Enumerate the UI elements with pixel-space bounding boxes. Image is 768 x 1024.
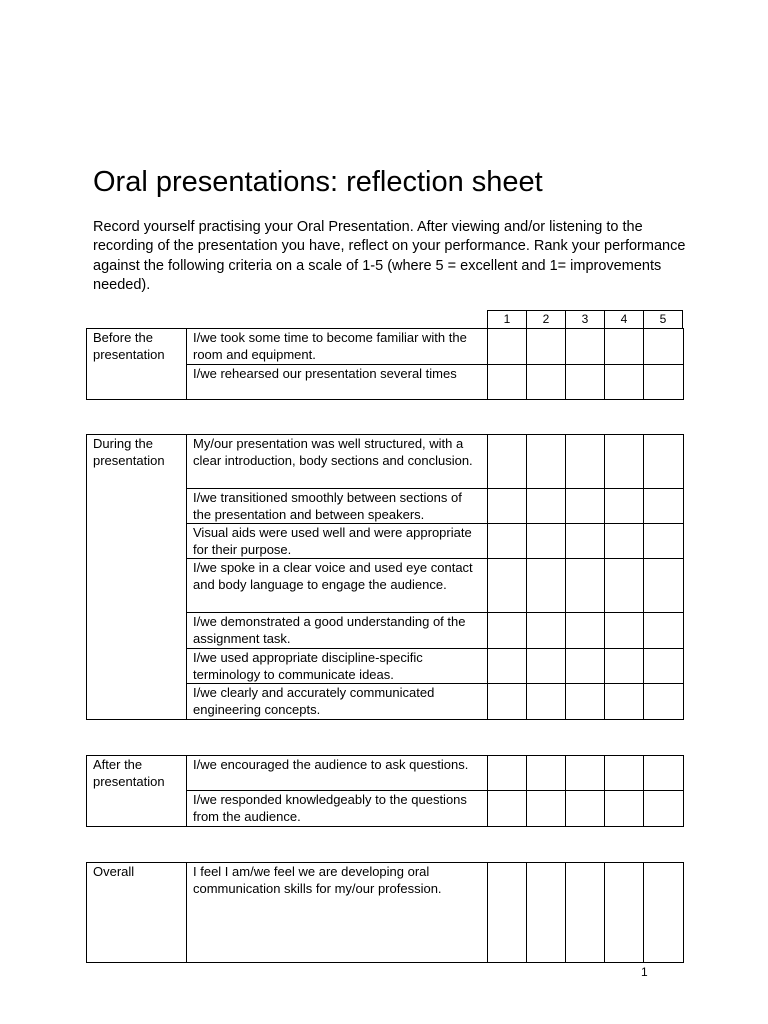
criterion: I/we took some time to become familiar with the room and equipment. (187, 329, 488, 365)
score-cell[interactable] (644, 435, 684, 489)
score-cell[interactable] (488, 489, 527, 524)
score-cell[interactable] (527, 863, 566, 963)
section-label-overall: Overall (87, 863, 187, 963)
score-cell[interactable] (644, 329, 684, 365)
score-cell[interactable] (605, 791, 644, 827)
criterion: My/our presentation was well structured, with a clear introduction, body sections and conclusion. (187, 435, 488, 489)
section-label-before: Before the presentation (87, 329, 187, 400)
scale-1: 1 (488, 311, 527, 329)
score-cell[interactable] (605, 613, 644, 649)
scale-header (487, 310, 683, 329)
score-cell[interactable] (488, 791, 527, 827)
score-cell[interactable] (488, 863, 527, 963)
score-cell[interactable] (488, 365, 527, 400)
scale-2: 2 (527, 311, 566, 329)
before-table (86, 328, 684, 400)
criterion: I/we used appropriate discipline-specific terminology to communicate ideas. (187, 649, 488, 684)
score-cell[interactable] (605, 559, 644, 613)
scale-5: 5 (644, 311, 683, 329)
score-cell[interactable] (566, 559, 605, 613)
score-cell[interactable] (488, 329, 527, 365)
score-cell[interactable] (566, 791, 605, 827)
section-label-after: After the presentation (87, 756, 187, 827)
score-cell[interactable] (566, 489, 605, 524)
criterion: I/we demonstrated a good understanding of the assignment task. (187, 613, 488, 649)
score-cell[interactable] (527, 684, 566, 720)
scale-4: 4 (605, 311, 644, 329)
section-label-during: During the presentation (87, 435, 187, 720)
score-cell[interactable] (605, 329, 644, 365)
score-cell[interactable] (527, 756, 566, 791)
score-cell[interactable] (527, 489, 566, 524)
score-cell[interactable] (644, 756, 684, 791)
criterion: I/we rehearsed our presentation several times (187, 365, 488, 400)
scale-3: 3 (566, 311, 605, 329)
during-table (86, 434, 684, 720)
score-cell[interactable] (488, 559, 527, 613)
score-cell[interactable] (566, 684, 605, 720)
score-cell[interactable] (605, 756, 644, 791)
overall-table (86, 862, 684, 963)
score-cell[interactable] (527, 329, 566, 365)
page-title: Oral presentations: reflection sheet (93, 166, 543, 198)
criterion: I/we responded knowledgeably to the questions from the audience. (187, 791, 488, 827)
score-cell[interactable] (488, 756, 527, 791)
score-cell[interactable] (644, 863, 684, 963)
score-cell[interactable] (566, 524, 605, 559)
score-cell[interactable] (527, 791, 566, 827)
page-number: 1 (641, 965, 648, 979)
intro-paragraph: Record yourself practising your Oral Presentation. After viewing and/or listening to the recording of the presentation you have, reflect on your performance. Rank your performance against the following criteria on a scale of 1-5 (where 5 = excellent and 1= improvements needed). (93, 219, 686, 293)
score-cell[interactable] (644, 489, 684, 524)
score-cell[interactable] (605, 863, 644, 963)
score-cell[interactable] (605, 435, 644, 489)
score-cell[interactable] (488, 435, 527, 489)
criterion: I/we transitioned smoothly between sections of the presentation and between speakers. (187, 489, 488, 524)
score-cell[interactable] (605, 489, 644, 524)
score-cell[interactable] (605, 365, 644, 400)
score-cell[interactable] (644, 559, 684, 613)
criterion: Visual aids were used well and were appropriate for their purpose. (187, 524, 488, 559)
criterion: I/we clearly and accurately communicated engineering concepts. (187, 684, 488, 720)
criterion: I/we encouraged the audience to ask questions. (187, 756, 488, 791)
score-cell[interactable] (605, 684, 644, 720)
score-cell[interactable] (566, 613, 605, 649)
score-cell[interactable] (527, 613, 566, 649)
criterion: I/we spoke in a clear voice and used eye contact and body language to engage the audience. (187, 559, 488, 613)
score-cell[interactable] (644, 791, 684, 827)
score-cell[interactable] (488, 524, 527, 559)
score-cell[interactable] (488, 684, 527, 720)
score-cell[interactable] (605, 649, 644, 684)
score-cell[interactable] (527, 559, 566, 613)
score-cell[interactable] (488, 613, 527, 649)
score-cell[interactable] (566, 863, 605, 963)
score-cell[interactable] (566, 649, 605, 684)
score-cell[interactable] (605, 524, 644, 559)
score-cell[interactable] (527, 524, 566, 559)
score-cell[interactable] (527, 435, 566, 489)
score-cell[interactable] (644, 524, 684, 559)
score-cell[interactable] (644, 365, 684, 400)
score-cell[interactable] (527, 649, 566, 684)
score-cell[interactable] (644, 613, 684, 649)
score-cell[interactable] (644, 649, 684, 684)
score-cell[interactable] (566, 756, 605, 791)
score-cell[interactable] (527, 365, 566, 400)
score-cell[interactable] (566, 365, 605, 400)
score-cell[interactable] (566, 329, 605, 365)
score-cell[interactable] (488, 649, 527, 684)
score-cell[interactable] (644, 684, 684, 720)
after-table (86, 755, 684, 827)
score-cell[interactable] (566, 435, 605, 489)
criterion: I feel I am/we feel we are developing oral communication skills for my/our profession. (187, 863, 488, 963)
